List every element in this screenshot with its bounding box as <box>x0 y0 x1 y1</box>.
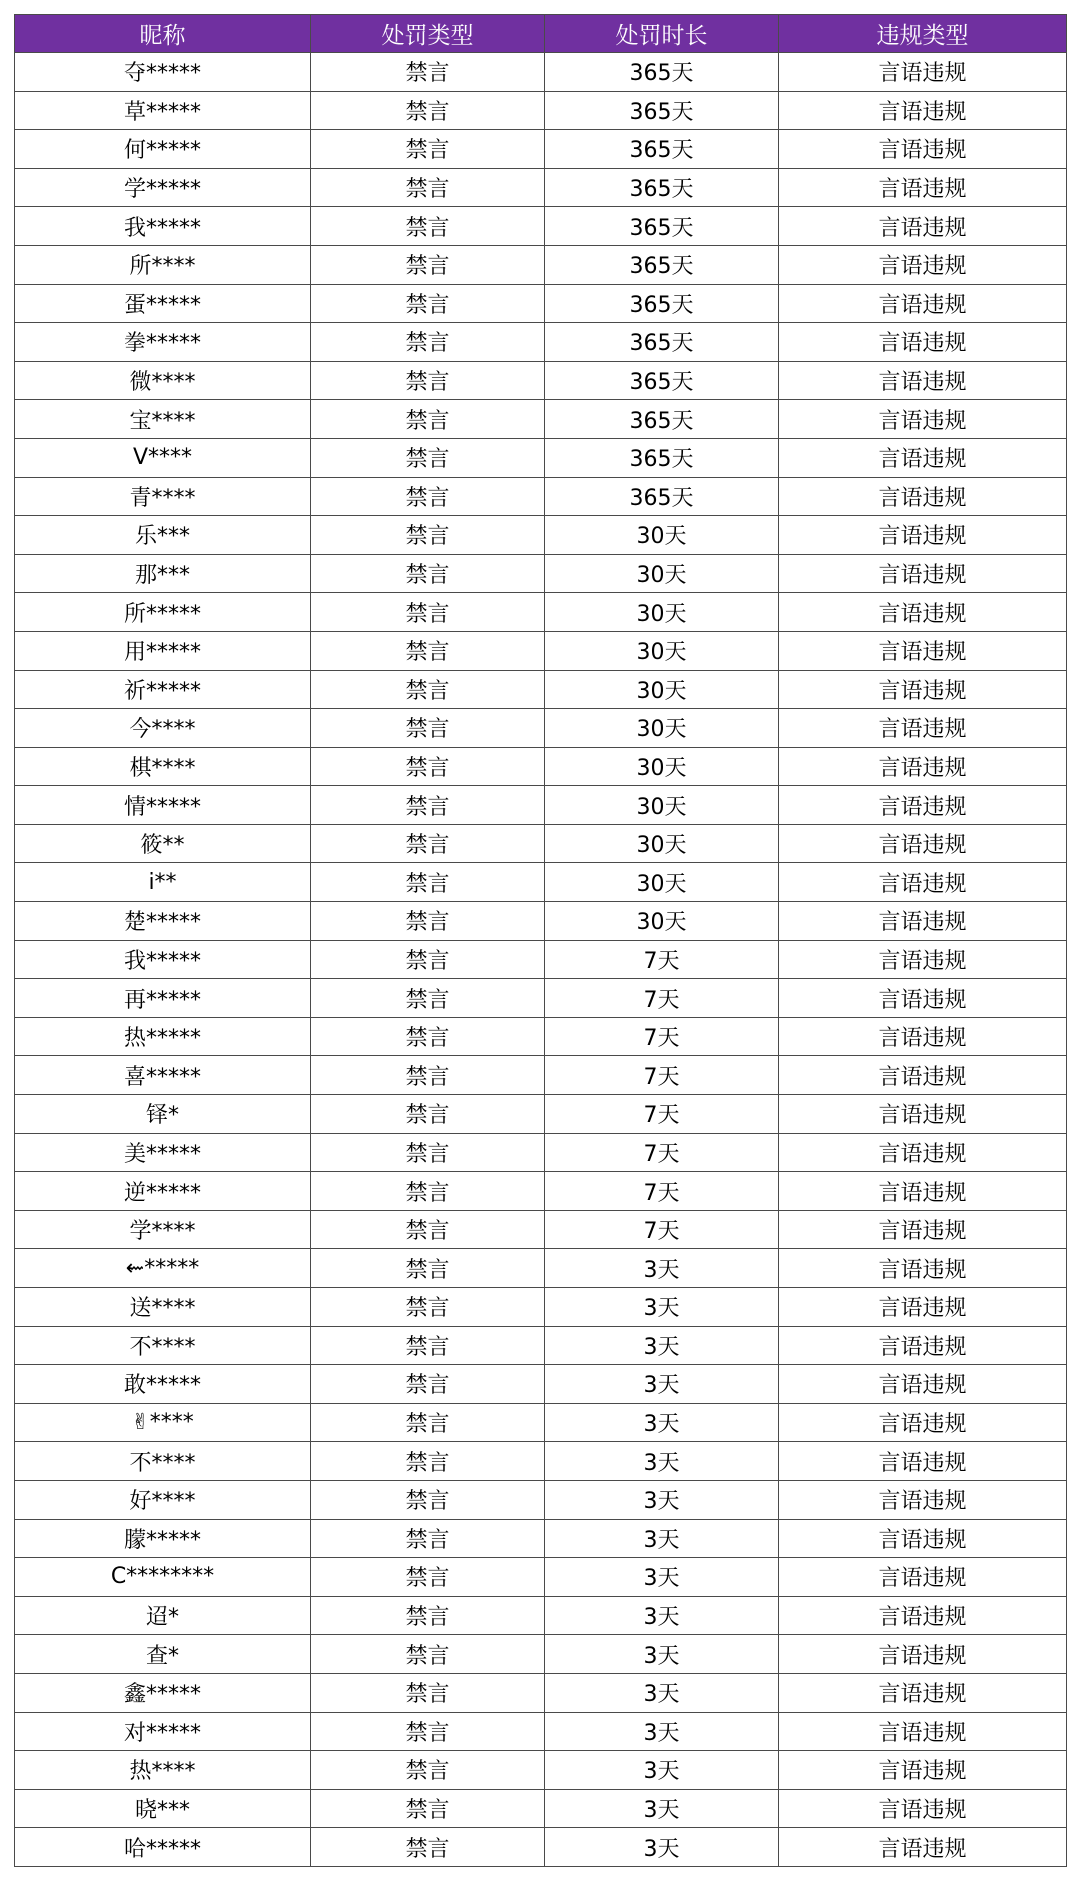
table-row <box>15 1828 1067 1867</box>
table-row <box>15 1712 1067 1751</box>
cell-penalty-type: 禁言 <box>311 747 545 786</box>
table-row <box>15 1365 1067 1404</box>
column-header-penalty-type: 处罚类型 <box>311 15 545 53</box>
cell-nickname: 所**** <box>15 245 311 284</box>
table-row <box>15 1017 1067 1056</box>
cell-penalty-duration: 365天 <box>545 168 779 207</box>
cell-violation-type: 言语违规 <box>779 863 1067 902</box>
cell-penalty-duration: 3天 <box>545 1519 779 1558</box>
cell-nickname: 再***** <box>15 979 311 1018</box>
table-row <box>15 284 1067 323</box>
cell-penalty-type: 禁言 <box>311 130 545 169</box>
cell-violation-type: 言语违规 <box>779 786 1067 825</box>
cell-violation-type: 言语违规 <box>779 207 1067 246</box>
cell-penalty-type: 禁言 <box>311 1403 545 1442</box>
cell-penalty-duration: 30天 <box>545 824 779 863</box>
cell-violation-type: 言语违规 <box>779 477 1067 516</box>
cell-penalty-type: 禁言 <box>311 1558 545 1597</box>
cell-violation-type: 言语违规 <box>779 284 1067 323</box>
table-row <box>15 1480 1067 1519</box>
cell-penalty-duration: 30天 <box>545 786 779 825</box>
cell-penalty-duration: 3天 <box>545 1789 779 1828</box>
cell-penalty-duration: 30天 <box>545 554 779 593</box>
cell-violation-type: 言语违规 <box>779 670 1067 709</box>
cell-violation-type: 言语违规 <box>779 902 1067 941</box>
cell-nickname: 何***** <box>15 130 311 169</box>
cell-violation-type: 言语违规 <box>779 1635 1067 1674</box>
cell-penalty-type: 禁言 <box>311 1095 545 1134</box>
table-row <box>15 747 1067 786</box>
cell-violation-type: 言语违规 <box>779 1056 1067 1095</box>
cell-nickname: 逆***** <box>15 1172 311 1211</box>
cell-penalty-type: 禁言 <box>311 786 545 825</box>
cell-nickname: 草***** <box>15 91 311 130</box>
table-row <box>15 1519 1067 1558</box>
cell-penalty-duration: 7天 <box>545 1172 779 1211</box>
cell-penalty-duration: 365天 <box>545 284 779 323</box>
cell-violation-type: 言语违规 <box>779 361 1067 400</box>
table-row <box>15 323 1067 362</box>
cell-nickname: V**** <box>15 438 311 477</box>
cell-violation-type: 言语违规 <box>779 1480 1067 1519</box>
cell-penalty-duration: 3天 <box>545 1442 779 1481</box>
cell-violation-type: 言语违规 <box>779 245 1067 284</box>
cell-violation-type: 言语违规 <box>779 1751 1067 1790</box>
cell-penalty-type: 禁言 <box>311 207 545 246</box>
table-row <box>15 516 1067 555</box>
table-row <box>15 1403 1067 1442</box>
cell-penalty-duration: 365天 <box>545 130 779 169</box>
cell-violation-type: 言语违规 <box>779 1558 1067 1597</box>
cell-penalty-duration: 3天 <box>545 1326 779 1365</box>
table-row <box>15 1789 1067 1828</box>
cell-penalty-type: 禁言 <box>311 1017 545 1056</box>
cell-nickname: 不**** <box>15 1442 311 1481</box>
cell-nickname: 朦***** <box>15 1519 311 1558</box>
cell-penalty-duration: 3天 <box>545 1480 779 1519</box>
table-row <box>15 902 1067 941</box>
cell-violation-type: 言语违规 <box>779 824 1067 863</box>
cell-nickname: 好**** <box>15 1480 311 1519</box>
cell-penalty-duration: 3天 <box>545 1558 779 1597</box>
cell-nickname: 宝**** <box>15 400 311 439</box>
cell-penalty-duration: 7天 <box>545 1056 779 1095</box>
cell-penalty-type: 禁言 <box>311 1519 545 1558</box>
table-row <box>15 940 1067 979</box>
cell-violation-type: 言语违规 <box>779 709 1067 748</box>
cell-penalty-type: 禁言 <box>311 516 545 555</box>
cell-penalty-duration: 365天 <box>545 245 779 284</box>
cell-nickname: 楚***** <box>15 902 311 941</box>
cell-violation-type: 言语违规 <box>779 1210 1067 1249</box>
table-header <box>15 15 1067 53</box>
column-header-penalty-duration: 处罚时长 <box>545 15 779 53</box>
cell-violation-type: 言语违规 <box>779 1789 1067 1828</box>
cell-penalty-type: 禁言 <box>311 1789 545 1828</box>
cell-nickname: C******** <box>15 1558 311 1597</box>
cell-penalty-duration: 30天 <box>545 902 779 941</box>
cell-penalty-duration: 3天 <box>545 1673 779 1712</box>
cell-penalty-type: 禁言 <box>311 670 545 709</box>
cell-nickname: 我***** <box>15 207 311 246</box>
cell-penalty-type: 禁言 <box>311 1326 545 1365</box>
cell-violation-type: 言语违规 <box>779 516 1067 555</box>
cell-nickname: 哈***** <box>15 1828 311 1867</box>
cell-penalty-duration: 3天 <box>545 1635 779 1674</box>
cell-nickname: 热***** <box>15 1017 311 1056</box>
cell-penalty-type: 禁言 <box>311 1133 545 1172</box>
cell-penalty-duration: 7天 <box>545 940 779 979</box>
cell-penalty-type: 禁言 <box>311 902 545 941</box>
table-row <box>15 1442 1067 1481</box>
cell-penalty-type: 禁言 <box>311 1596 545 1635</box>
cell-penalty-type: 禁言 <box>311 1288 545 1327</box>
cell-violation-type: 言语违规 <box>779 53 1067 92</box>
cell-penalty-type: 禁言 <box>311 1828 545 1867</box>
table-row <box>15 1558 1067 1597</box>
cell-nickname: 我***** <box>15 940 311 979</box>
cell-violation-type: 言语违规 <box>779 554 1067 593</box>
cell-violation-type: 言语违规 <box>779 323 1067 362</box>
cell-penalty-duration: 7天 <box>545 1017 779 1056</box>
table-row <box>15 400 1067 439</box>
cell-nickname: 筱** <box>15 824 311 863</box>
cell-nickname: 敢***** <box>15 1365 311 1404</box>
cell-penalty-type: 禁言 <box>311 1751 545 1790</box>
cell-penalty-type: 禁言 <box>311 400 545 439</box>
cell-violation-type: 言语违规 <box>779 1403 1067 1442</box>
cell-penalty-type: 禁言 <box>311 979 545 1018</box>
cell-nickname: 微**** <box>15 361 311 400</box>
cell-penalty-type: 禁言 <box>311 53 545 92</box>
table-row <box>15 207 1067 246</box>
table-row <box>15 593 1067 632</box>
table-row <box>15 1056 1067 1095</box>
cell-violation-type: 言语违规 <box>779 1828 1067 1867</box>
cell-penalty-type: 禁言 <box>311 824 545 863</box>
cell-penalty-duration: 3天 <box>545 1403 779 1442</box>
table-row <box>15 1288 1067 1327</box>
table-row <box>15 53 1067 92</box>
cell-penalty-type: 禁言 <box>311 438 545 477</box>
table-row <box>15 670 1067 709</box>
cell-penalty-type: 禁言 <box>311 1210 545 1249</box>
cell-penalty-duration: 365天 <box>545 477 779 516</box>
cell-violation-type: 言语违规 <box>779 438 1067 477</box>
cell-nickname: 乐*** <box>15 516 311 555</box>
cell-violation-type: 言语违规 <box>779 631 1067 670</box>
cell-nickname: 查* <box>15 1635 311 1674</box>
cell-penalty-duration: 3天 <box>545 1596 779 1635</box>
cell-violation-type: 言语违规 <box>779 1095 1067 1134</box>
cell-penalty-duration: 30天 <box>545 516 779 555</box>
table-row <box>15 1596 1067 1635</box>
column-header-violation-type: 违规类型 <box>779 15 1067 53</box>
cell-nickname: 蛋***** <box>15 284 311 323</box>
cell-violation-type: 言语违规 <box>779 1172 1067 1211</box>
cell-penalty-type: 禁言 <box>311 1480 545 1519</box>
cell-penalty-duration: 3天 <box>545 1249 779 1288</box>
cell-nickname: 喜***** <box>15 1056 311 1095</box>
cell-nickname: 夺***** <box>15 53 311 92</box>
cell-penalty-duration: 30天 <box>545 747 779 786</box>
cell-violation-type: 言语违规 <box>779 1133 1067 1172</box>
cell-violation-type: 言语违规 <box>779 940 1067 979</box>
cell-penalty-duration: 365天 <box>545 323 779 362</box>
cell-nickname: 鑫***** <box>15 1673 311 1712</box>
cell-nickname: 情***** <box>15 786 311 825</box>
cell-violation-type: 言语违规 <box>779 91 1067 130</box>
cell-nickname: 学***** <box>15 168 311 207</box>
cell-penalty-duration: 7天 <box>545 979 779 1018</box>
table-row <box>15 824 1067 863</box>
table-row <box>15 1673 1067 1712</box>
table-row <box>15 361 1067 400</box>
cell-penalty-type: 禁言 <box>311 1056 545 1095</box>
cell-penalty-type: 禁言 <box>311 1249 545 1288</box>
cell-nickname: 棋**** <box>15 747 311 786</box>
cell-violation-type: 言语违规 <box>779 1673 1067 1712</box>
table-row <box>15 1751 1067 1790</box>
cell-penalty-duration: 30天 <box>545 631 779 670</box>
cell-penalty-duration: 30天 <box>545 709 779 748</box>
cell-nickname: 不**** <box>15 1326 311 1365</box>
cell-violation-type: 言语违规 <box>779 1326 1067 1365</box>
cell-violation-type: 言语违规 <box>779 168 1067 207</box>
table-row <box>15 91 1067 130</box>
cell-penalty-duration: 3天 <box>545 1288 779 1327</box>
table-row <box>15 245 1067 284</box>
cell-penalty-duration: 3天 <box>545 1365 779 1404</box>
cell-violation-type: 言语违规 <box>779 1017 1067 1056</box>
table-row <box>15 1172 1067 1211</box>
column-header-nickname: 昵称 <box>15 15 311 53</box>
cell-penalty-duration: 3天 <box>545 1828 779 1867</box>
cell-penalty-type: 禁言 <box>311 631 545 670</box>
cell-violation-type: 言语违规 <box>779 400 1067 439</box>
table-row <box>15 979 1067 1018</box>
cell-nickname: 对***** <box>15 1712 311 1751</box>
cell-nickname: 那*** <box>15 554 311 593</box>
cell-penalty-type: 禁言 <box>311 323 545 362</box>
cell-penalty-duration: 3天 <box>545 1751 779 1790</box>
cell-violation-type: 言语违规 <box>779 1519 1067 1558</box>
cell-penalty-type: 禁言 <box>311 940 545 979</box>
cell-nickname: 铎* <box>15 1095 311 1134</box>
cell-violation-type: 言语违规 <box>779 979 1067 1018</box>
penalty-table <box>14 14 1067 1867</box>
table-body <box>15 53 1067 1867</box>
cell-penalty-type: 禁言 <box>311 1635 545 1674</box>
table-row <box>15 1133 1067 1172</box>
cell-nickname: 热**** <box>15 1751 311 1790</box>
table-row <box>15 477 1067 516</box>
table-row <box>15 554 1067 593</box>
cell-penalty-duration: 30天 <box>545 593 779 632</box>
header-row <box>15 15 1067 53</box>
cell-nickname: 用***** <box>15 631 311 670</box>
cell-penalty-duration: 365天 <box>545 400 779 439</box>
cell-nickname: 祈***** <box>15 670 311 709</box>
cell-penalty-type: 禁言 <box>311 709 545 748</box>
cell-nickname: 今**** <box>15 709 311 748</box>
cell-penalty-type: 禁言 <box>311 593 545 632</box>
cell-penalty-duration: 365天 <box>545 91 779 130</box>
cell-penalty-duration: 7天 <box>545 1095 779 1134</box>
cell-penalty-type: 禁言 <box>311 245 545 284</box>
cell-penalty-type: 禁言 <box>311 1712 545 1751</box>
cell-penalty-duration: 365天 <box>545 361 779 400</box>
cell-nickname: 迢* <box>15 1596 311 1635</box>
table-row <box>15 168 1067 207</box>
table-row <box>15 786 1067 825</box>
table-row <box>15 1635 1067 1674</box>
cell-penalty-duration: 365天 <box>545 53 779 92</box>
table-row <box>15 1095 1067 1134</box>
cell-penalty-type: 禁言 <box>311 284 545 323</box>
cell-nickname: i** <box>15 863 311 902</box>
cell-penalty-type: 禁言 <box>311 168 545 207</box>
cell-nickname: 所***** <box>15 593 311 632</box>
cell-nickname: ⇜***** <box>15 1249 311 1288</box>
cell-nickname: 拳***** <box>15 323 311 362</box>
cell-penalty-duration: 30天 <box>545 670 779 709</box>
cell-penalty-type: 禁言 <box>311 1442 545 1481</box>
cell-violation-type: 言语违规 <box>779 1596 1067 1635</box>
table-row <box>15 1326 1067 1365</box>
cell-nickname: 送**** <box>15 1288 311 1327</box>
table-row <box>15 863 1067 902</box>
cell-violation-type: 言语违规 <box>779 593 1067 632</box>
cell-nickname: 学**** <box>15 1210 311 1249</box>
cell-violation-type: 言语违规 <box>779 1288 1067 1327</box>
table-row <box>15 1249 1067 1288</box>
cell-violation-type: 言语违规 <box>779 1365 1067 1404</box>
cell-penalty-type: 禁言 <box>311 1172 545 1211</box>
cell-penalty-duration: 7天 <box>545 1133 779 1172</box>
cell-violation-type: 言语违规 <box>779 130 1067 169</box>
cell-penalty-type: 禁言 <box>311 91 545 130</box>
table-row <box>15 709 1067 748</box>
table-row <box>15 1210 1067 1249</box>
cell-violation-type: 言语违规 <box>779 1249 1067 1288</box>
cell-nickname: ✌**** <box>15 1403 311 1442</box>
cell-penalty-duration: 3天 <box>545 1712 779 1751</box>
cell-penalty-duration: 30天 <box>545 863 779 902</box>
cell-violation-type: 言语违规 <box>779 1712 1067 1751</box>
cell-penalty-type: 禁言 <box>311 554 545 593</box>
cell-penalty-type: 禁言 <box>311 361 545 400</box>
cell-violation-type: 言语违规 <box>779 747 1067 786</box>
cell-penalty-type: 禁言 <box>311 477 545 516</box>
cell-nickname: 晓*** <box>15 1789 311 1828</box>
cell-penalty-type: 禁言 <box>311 1673 545 1712</box>
table-row <box>15 130 1067 169</box>
cell-penalty-duration: 365天 <box>545 438 779 477</box>
cell-penalty-type: 禁言 <box>311 1365 545 1404</box>
cell-penalty-duration: 365天 <box>545 207 779 246</box>
cell-nickname: 青**** <box>15 477 311 516</box>
cell-nickname: 美***** <box>15 1133 311 1172</box>
cell-violation-type: 言语违规 <box>779 1442 1067 1481</box>
cell-penalty-type: 禁言 <box>311 863 545 902</box>
cell-penalty-duration: 7天 <box>545 1210 779 1249</box>
table-row <box>15 631 1067 670</box>
table-row <box>15 438 1067 477</box>
